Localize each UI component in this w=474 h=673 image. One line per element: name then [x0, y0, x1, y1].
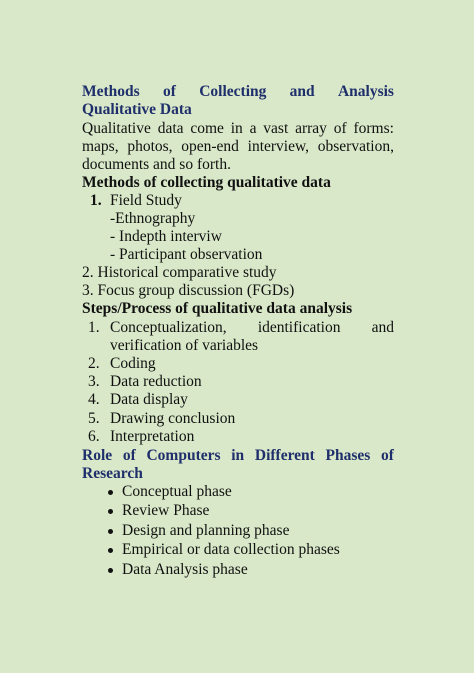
- heading-word: of: [163, 83, 176, 100]
- word: open-end: [181, 138, 239, 155]
- bullet-icon: [108, 548, 113, 553]
- bullet-icon: [108, 529, 113, 534]
- methods-heading: Methods of collecting qualitative data: [82, 174, 331, 191]
- word: of: [381, 447, 394, 464]
- word: come: [190, 120, 224, 137]
- word: forms:: [353, 120, 394, 137]
- methods-sub-item: - Participant observation: [110, 246, 263, 263]
- heading-word: Analysis: [337, 83, 394, 100]
- word: vast: [263, 120, 289, 137]
- word: observation,: [317, 138, 394, 155]
- word: Conceptualization,: [110, 319, 227, 336]
- word: Different: [254, 447, 315, 464]
- step-num: 1.: [88, 319, 100, 336]
- role-heading-line-1: [82, 447, 394, 465]
- word: Phases: [325, 447, 371, 464]
- step-text: Drawing conclusion: [110, 410, 236, 427]
- heading-line-1: [82, 83, 394, 101]
- word: identification: [257, 319, 341, 336]
- word: interview,: [247, 138, 310, 155]
- step-text: Data display: [110, 391, 188, 408]
- step-num: 3.: [88, 373, 100, 390]
- word: and: [371, 319, 394, 336]
- steps-heading: Steps/Process of qualitative data analysis: [82, 300, 353, 317]
- intro-line-1: [82, 120, 394, 138]
- methods-sub-item: -Ethnography: [110, 210, 196, 227]
- phase-item: Conceptual phase: [122, 483, 232, 500]
- word: of: [333, 120, 347, 137]
- heading-line-2: Qualitative Data: [82, 101, 192, 118]
- word: Qualitative: [82, 120, 151, 137]
- step-text: Interpretation: [110, 428, 195, 445]
- word: in: [231, 447, 245, 464]
- word: data: [157, 120, 184, 137]
- step-num: 6.: [88, 428, 100, 445]
- word: maps,: [82, 138, 119, 155]
- bullet-icon: [108, 568, 113, 573]
- heading-word: Collecting: [199, 83, 267, 100]
- step-1-line-2: verification of variables: [110, 337, 259, 354]
- word: a: [249, 120, 257, 137]
- word: in: [230, 120, 243, 137]
- step-text: Data reduction: [110, 373, 202, 390]
- word: of: [122, 447, 136, 464]
- bullet-icon: [108, 509, 113, 514]
- phase-item: Data Analysis phase: [122, 561, 248, 578]
- heading-word: Methods: [82, 83, 140, 100]
- phase-item: Design and planning phase: [122, 522, 290, 539]
- heading-word: and: [289, 83, 315, 100]
- methods-sub-item: - Indepth interviw: [110, 228, 222, 245]
- intro-line-3: documents and so forth.: [82, 156, 231, 173]
- methods-item1-label: Field Study: [110, 192, 182, 209]
- word: Role: [82, 447, 113, 464]
- step-num: 5.: [88, 410, 100, 427]
- word: array: [295, 120, 327, 137]
- intro-line-2: [82, 138, 394, 156]
- role-heading-line-2: Research: [82, 465, 143, 482]
- word: photos,: [127, 138, 173, 155]
- methods-item1-num: 1.: [90, 192, 102, 209]
- bullet-icon: [108, 490, 113, 495]
- word: Computers: [146, 447, 221, 464]
- phase-item: Review Phase: [122, 502, 210, 519]
- step-num: 4.: [88, 391, 100, 408]
- methods-item2: 2. Historical comparative study: [82, 264, 277, 281]
- step-num: 2.: [88, 355, 100, 372]
- methods-item3: 3. Focus group discussion (FGDs): [82, 282, 295, 299]
- phase-item: Empirical or data collection phases: [122, 541, 340, 558]
- step-text: Coding: [110, 355, 156, 372]
- step-1-line-1: [110, 319, 394, 337]
